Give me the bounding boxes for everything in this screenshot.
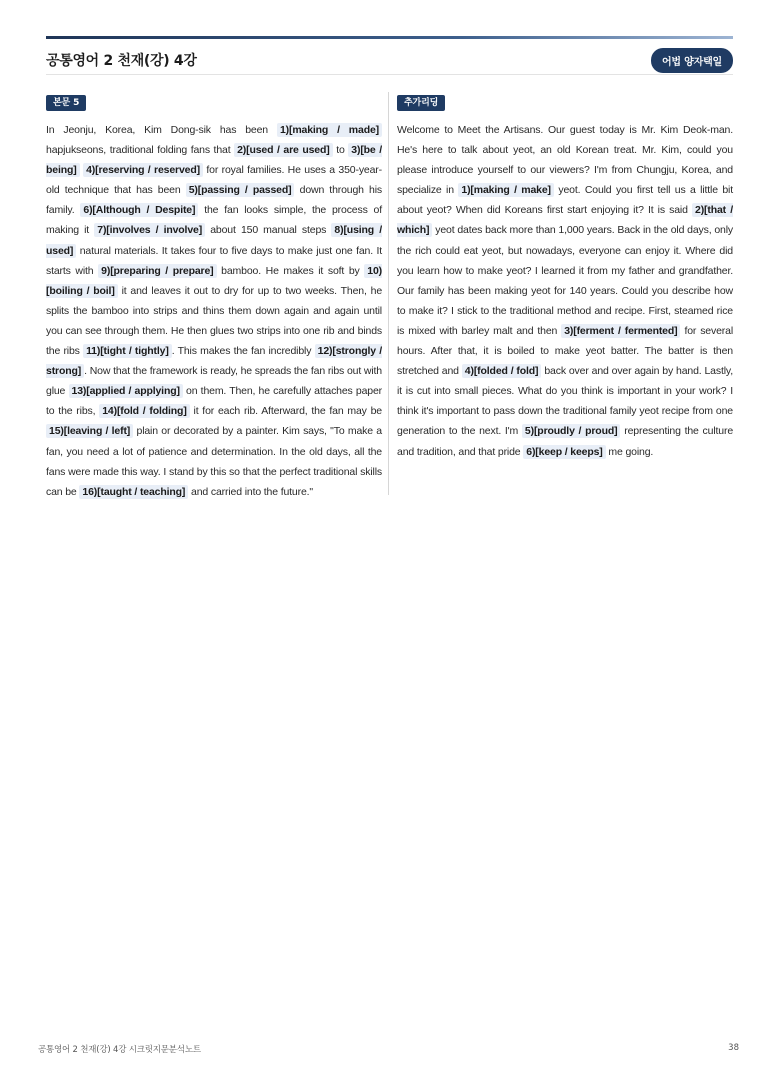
footer-book-title: 공통영어 2 천재(강) 4강 시크릿지문분석노트 <box>38 1045 201 1055</box>
passage-text-segment: back over and over again by hand. Lastly, it is cut into small pieces. What do you think is important in your work? I think it's important to pass down the traditional family yeot recipe from one generation to the next. I'm <box>397 365 733 438</box>
passage-text-segment: on them. Then, he carefully attaches paper to the ribs, <box>46 385 382 418</box>
grammar-choice-blank: 8)[using / used] <box>46 224 382 257</box>
grammar-choice-blank: 2)[that / which] <box>397 204 733 237</box>
passage-text-segment: for royal families. He uses a 350-year-old technique that has been <box>46 164 382 197</box>
grammar-choice-blank: 14)[fold / folding] <box>99 404 189 418</box>
grammar-choice-blank: 15)[leaving / left] <box>46 424 133 438</box>
grammar-choice-blank: 5)[passing / passed] <box>186 183 295 197</box>
passage-text-segment: bamboo. He makes it soft by <box>216 264 365 277</box>
passage-text-segment: . This makes the fan incredibly <box>171 345 315 358</box>
passage-text-segment: about 150 manual steps <box>205 224 332 237</box>
passage-text-segment: representing the culture and tradition, and that pride <box>397 425 734 458</box>
grammar-choice-blank: 13)[applied / applying] <box>69 384 183 398</box>
extra-reading-tag: 추가리딩 <box>397 95 445 111</box>
grammar-choice-blank: 3)[be / being] <box>46 144 383 177</box>
passage-text-segment: natural materials. It takes four to five days to make just one fan. It starts with <box>46 244 382 277</box>
grammar-choice-blank: 4)[folded / fold] <box>462 364 542 378</box>
passage-extra-text <box>397 120 733 462</box>
passage-text-segment: yeot. Could you first tell us a little bit about yeot? When did Koreans first start enjoying it? It is said <box>397 184 733 217</box>
passage-extra-column <box>397 92 733 462</box>
passage-text-segment: down through his family. <box>46 184 382 217</box>
grammar-choice-blank: 10)[boiling / boil] <box>46 264 382 297</box>
grammar-choice-blank: 1)[making / make] <box>458 183 554 197</box>
grammar-choice-blank: 7)[involves / involve] <box>94 223 205 237</box>
grammar-choice-blank: 3)[ferment / fermented] <box>561 324 680 338</box>
page-number: 38 <box>728 1043 739 1053</box>
passage-text-segment: In Jeonju, Korea, Kim Dong-sik has been <box>46 124 277 136</box>
section-badge: 어법 양자택일 <box>651 48 733 73</box>
grammar-choice-blank: 11)[tight / tightly] <box>83 344 172 358</box>
grammar-choice-blank: 2)[used / are used] <box>234 143 332 157</box>
header-accent-bar <box>46 36 733 39</box>
grammar-choice-blank: 1)[making / made] <box>277 123 382 137</box>
passage-text-segment: it and leaves it out to dry for up to two weeks. Then, he splits the bamboo into strips and thins them down again and again until you can see through them. He then glues two strips into one rib and binds the ribs <box>46 284 383 358</box>
grammar-choice-blank: 9)[preparing / prepare] <box>98 264 216 278</box>
passage-tag: 본문 5 <box>46 95 86 111</box>
passage-text-segment: . Now that the framework is ready, he spreads the fan ribs out with glue <box>46 365 382 398</box>
grammar-choice-blank: 6)[Although / Despite] <box>80 203 198 217</box>
column-divider <box>388 92 389 495</box>
page-header <box>46 46 733 75</box>
passage-text-segment: yeot dates back more than 1,000 years. Back in the old days, only the rich could eat yeot, but nowadays, everyone can enjoy it. Where did you learn how to make yeot? I learned it from my father and grandfather. Our family has been making yeot for 140 years. Could you describe how to make it? I stick to the traditional method and recipe. First, steamed rice is mixed with barley malt and then <box>397 224 733 337</box>
passage-text-segment: and carried into the future." <box>188 485 314 498</box>
passage-main-text <box>46 120 382 502</box>
passage-main-column <box>46 92 390 502</box>
passage-text-segment: to <box>332 144 349 157</box>
passage-text-segment: for several hours. After that, it is boiled to make yeot batter. The batter is then stretched and <box>397 324 734 378</box>
passage-text-segment: plain or decorated by a painter. Kim says, "To make a fan, you need a lot of patience and determination. In the old days, all the fans were made this way. I stand by this so that the perfect traditional skills can be <box>46 425 382 498</box>
grammar-choice-blank: 4)[reserving / reserved] <box>83 163 203 177</box>
grammar-choice-blank: 16)[taught / teaching] <box>79 485 188 499</box>
grammar-choice-blank: 6)[keep / keeps] <box>523 445 605 459</box>
grammar-choice-blank: 12)[strongly / strong] <box>46 345 382 378</box>
passage-text-segment: Welcome to Meet the Artisans. Our guest today is Mr. Kim Deok-man. He's here to talk about yeot, an old Korean treat. Mr. Kim, could you please introduce yourself to our viewers? I'm from Chungju, Korea, and specialize in <box>397 124 733 197</box>
page-title: 공통영어 2 천재(강) 4강 <box>46 53 197 69</box>
passage-text-segment: the fan looks simple, the process of making it <box>46 204 383 237</box>
grammar-choice-blank: 5)[proudly / proud] <box>522 424 621 438</box>
passage-text-segment: hapjukseons, traditional folding fans that <box>46 144 235 157</box>
passage-text-segment: me going. <box>605 445 654 458</box>
passage-text-segment: it for each rib. Afterward, the fan may be <box>189 405 382 418</box>
